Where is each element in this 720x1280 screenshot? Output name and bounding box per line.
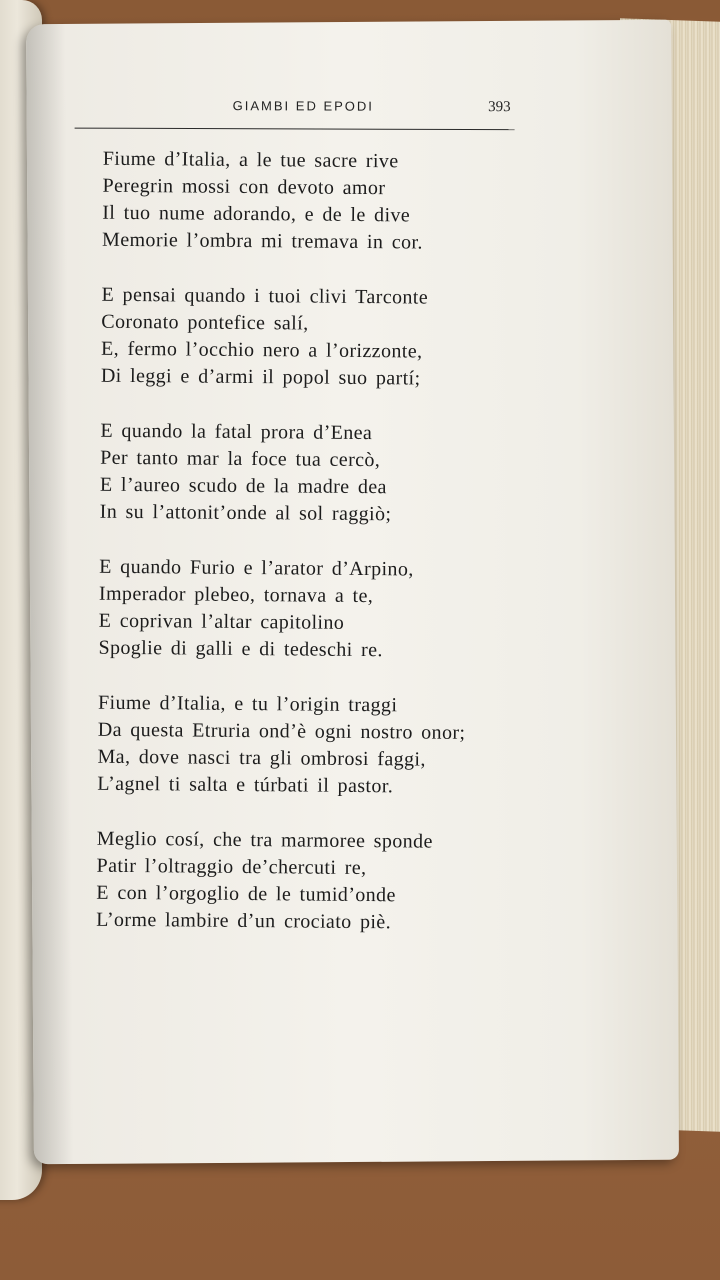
verse-line: Memorie l’ombra mi tremava in cor.	[101, 228, 423, 254]
verse-line: Meglio cosí, che tra marmoree sponde	[96, 827, 433, 853]
stanza-6	[96, 826, 597, 938]
verse-line: E quando la fatal prora d’Enea	[100, 419, 373, 445]
verse-line: Fiume d’Italia, e tu l’origin traggi	[97, 691, 398, 717]
verse-line: Peregrin mossi con devoto amor	[102, 174, 386, 200]
verse-line: E quando Furio e l’arator d’Arpino,	[99, 555, 414, 581]
verse-line: Ma, dove nasci tra gli ombrosi faggi,	[97, 745, 426, 771]
verse-line: Coronato pontefice salí,	[101, 310, 309, 335]
verse-line: Fiume d’Italia, a le tue sacre rive	[102, 147, 399, 173]
verse-line: Imperador plebeo, tornava a te,	[98, 582, 374, 608]
verse-line: Il tuo nume adorando, e de le dive	[102, 201, 411, 227]
verse-line: In su l’attonit’onde al sol raggiò;	[99, 500, 392, 526]
verse-line: Di leggi e d’armi il popol suo partí;	[100, 364, 421, 390]
stanza-1	[102, 146, 603, 258]
page-number: 393	[488, 99, 511, 116]
verse-line: Patir l’oltraggio de’chercuti re,	[96, 854, 367, 880]
verse-line: L’orme lambire d’un crociato piè.	[96, 908, 392, 934]
verse-line: Da questa Etruria ond’è ogni nostro onor;	[97, 718, 466, 744]
stanza-3	[100, 418, 601, 530]
verse-line: E l’aureo scudo de la madre dea	[99, 473, 387, 499]
gutter-shadow	[26, 24, 74, 1164]
verse-line: L’agnel ti salta e túrbati il pastor.	[97, 772, 394, 798]
poem-body	[96, 146, 603, 966]
verse-line: E con l’orgoglio de le tumid’onde	[96, 881, 396, 907]
verse-line: E, fermo l’occhio nero a l’orizzonte,	[101, 337, 423, 363]
running-title: GIAMBI ED EPODI	[232, 98, 374, 114]
verse-line: Per tanto mar la foce tua cercò,	[100, 446, 381, 472]
stanza-4	[98, 554, 599, 666]
book-page	[26, 20, 679, 1164]
stanza-2	[101, 282, 602, 394]
verse-line: E coprivan l’altar capitolino	[98, 609, 345, 634]
verse-line: Spoglie di galli e di tedeschi re.	[98, 636, 383, 662]
stanza-5	[97, 690, 598, 802]
verse-line: E pensai quando i tuoi clivi Tarconte	[101, 283, 429, 309]
page-header	[75, 94, 515, 131]
